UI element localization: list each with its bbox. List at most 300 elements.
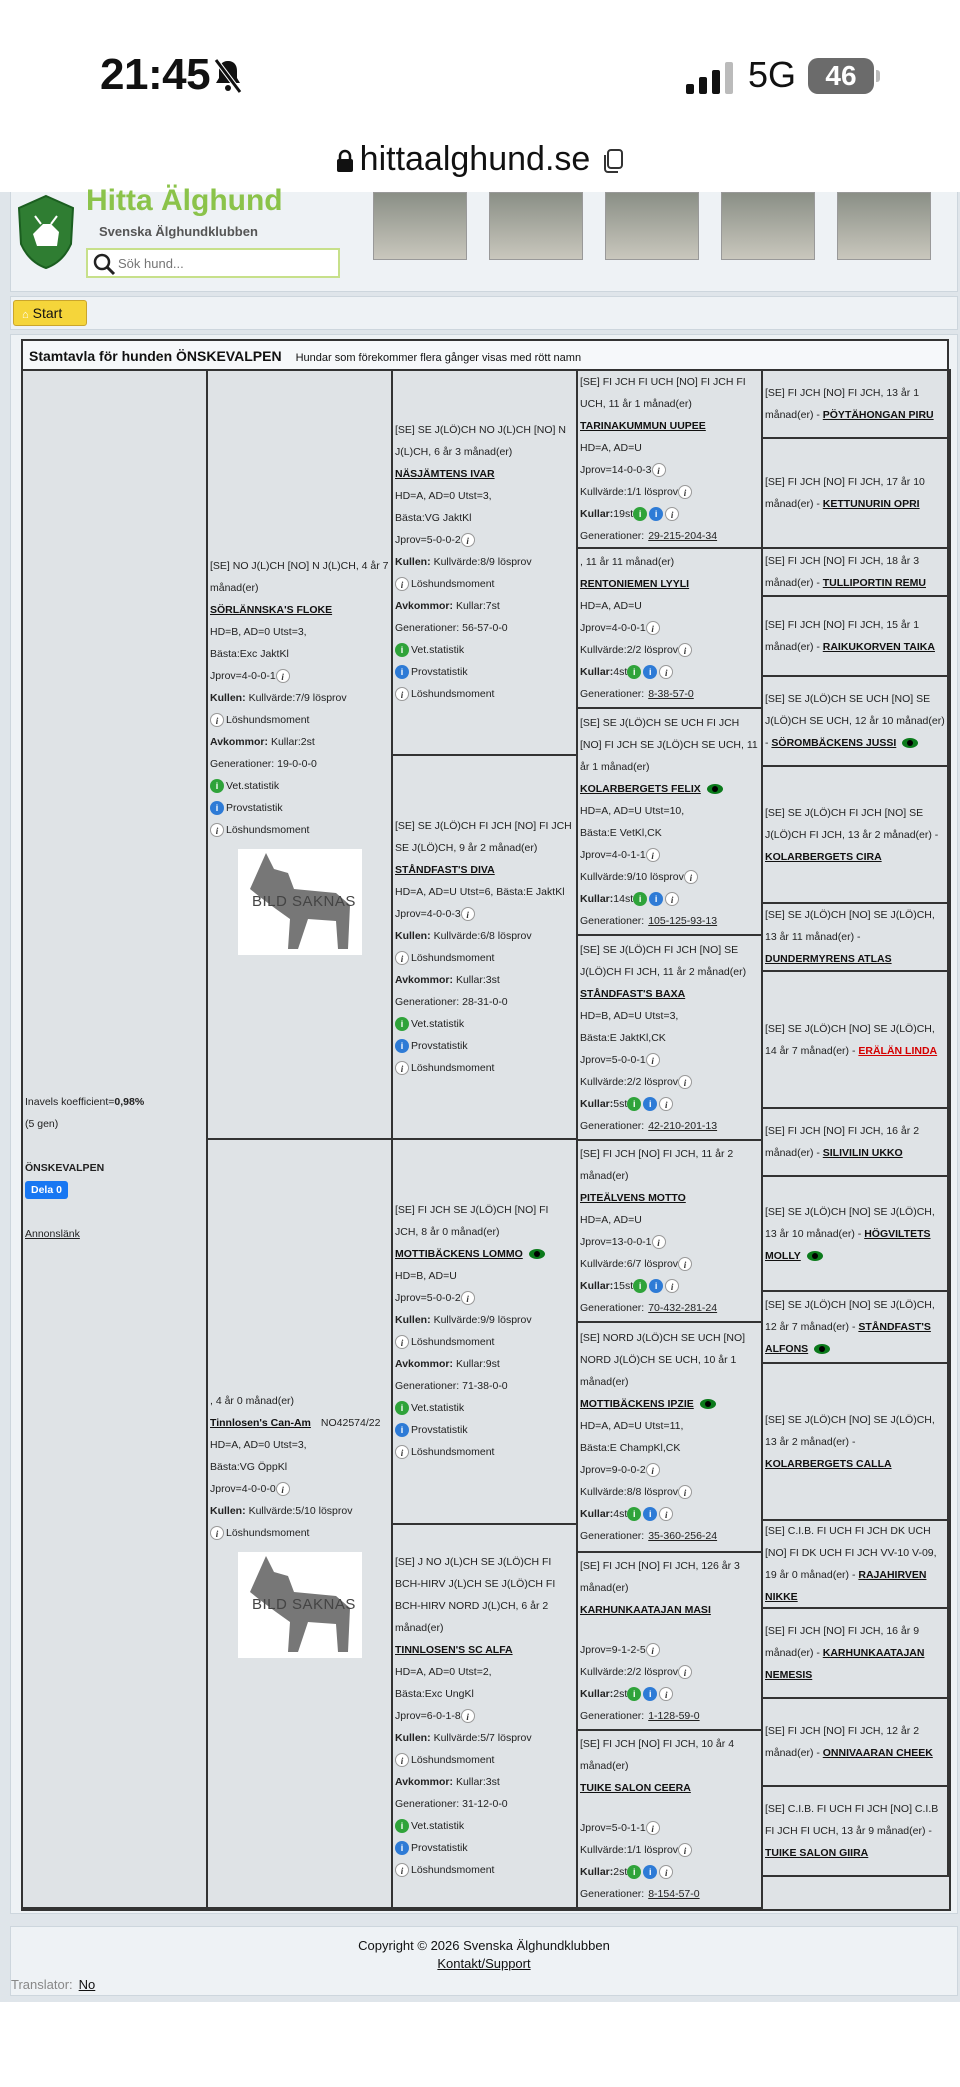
- spacer: [25, 1135, 208, 1157]
- vet-stat-link[interactable]: i Vet.statistik: [210, 775, 389, 797]
- spacer: [580, 1621, 759, 1639]
- dog-titles: [SE] SE J(LÖ)CH NO J(L)CH [NO] N J(L)CH, 6 år 3 månad(er): [395, 424, 566, 459]
- info-icon[interactable]: i: [646, 621, 660, 635]
- ancestor-entry: [SE] SE J(LÖ)CH [NO] SE J(LÖ)CH, 13 år 11 månad(er) - DUNDERMYRENS ATLAS: [765, 909, 935, 965]
- page: [0, 184, 960, 2002]
- info-icon[interactable]: i: [395, 1753, 409, 1767]
- pedigree-generation-1: [208, 371, 393, 1909]
- hd-line: HD=A, AD=0 Utst=3,: [395, 490, 492, 503]
- pedigree-title-bar: [21, 339, 949, 369]
- dog-photo-4[interactable]: [721, 192, 815, 260]
- dog-name-link[interactable]: STÅNDFAST'S DIVA: [395, 863, 495, 876]
- missing-image: [238, 1552, 362, 1658]
- info-icon[interactable]: i: [210, 1526, 224, 1540]
- translator-link[interactable]: No: [78, 1977, 96, 1992]
- test-stat-icon[interactable]: i: [649, 892, 663, 906]
- ancestor-entry: [SE] FI JCH [NO] FI JCH, 13 år 1 månad(er) - PÖYTÄHONGAN PIRU: [765, 387, 934, 421]
- test-stat-icon[interactable]: i: [649, 1279, 663, 1293]
- offspring-line: Avkommor: Kullar:3st: [395, 1775, 500, 1788]
- dog-name-link[interactable]: MOTTIBÄCKENS LOMMO: [395, 1243, 574, 1265]
- generations-line: Generationer: 71-38-0-0: [395, 1380, 508, 1393]
- test-stat-icon[interactable]: i: [643, 1097, 657, 1111]
- info-icon[interactable]: i: [665, 507, 679, 521]
- vet-stat-link[interactable]: i Vet.statistik: [395, 1013, 574, 1035]
- great-grandparent-cell: [578, 549, 763, 709]
- dog-name-link[interactable]: TULLIPORTIN REMU: [822, 577, 927, 589]
- pedigree-generation-0: [23, 371, 208, 1909]
- ancestor-entry: [SE] SE J(LÖ)CH [NO] SE J(LÖ)CH, 12 år 7 månad(er) - STÅNDFAST'S ALFONS: [765, 1299, 935, 1355]
- proband-info: [23, 1091, 208, 1245]
- info-icon[interactable]: i: [659, 1865, 673, 1879]
- info-icon[interactable]: i: [395, 577, 409, 591]
- club-logo-icon[interactable]: [15, 194, 77, 270]
- ancestor-cell: [763, 1292, 949, 1364]
- ancestor-cell: [763, 1521, 949, 1609]
- grandparent-cell: [393, 371, 578, 756]
- spacer: [25, 1201, 208, 1223]
- great-grandparent-cell: [578, 1553, 763, 1731]
- pedigree-generation-2: [393, 371, 578, 1909]
- info-icon[interactable]: i: [210, 713, 224, 727]
- copyright: Copyright © 2026 Svenska Älghundklubben: [358, 1938, 610, 1953]
- grandparent-cell: [393, 1525, 578, 1910]
- best-line: Bästa:E ChampKl,CK: [580, 1442, 681, 1454]
- generations-line: Generationer: 8-154-57-0: [580, 1888, 700, 1900]
- network-type: 5G: [748, 54, 797, 95]
- ancestor-entry: [SE] FI JCH [NO] FI JCH, 17 år 10 månad(er) - KETTUNURIN OPRI: [765, 476, 925, 510]
- info-icon[interactable]: i: [678, 1665, 692, 1679]
- dog-photo-2[interactable]: [489, 192, 583, 260]
- great-grandparent-cell: [578, 709, 763, 936]
- dog-titles: [SE] FI JCH [NO] FI JCH, 10 år 4 månad(er): [580, 1738, 735, 1772]
- dog-name-link[interactable]: MOTTIBÄCKENS IPZIE: [580, 1393, 759, 1415]
- jprov-line: Jprov=5-0-1-1 i: [580, 1817, 759, 1839]
- dog-name-link[interactable]: TARINAKUMMUN UUPEE: [580, 420, 706, 432]
- jprov-line: Jprov=5-0-0-2 i: [395, 529, 574, 551]
- info-icon[interactable]: i: [646, 848, 660, 862]
- loose-dog-link[interactable]: i Löshundsmoment: [210, 1522, 389, 1544]
- vet-stat-icon[interactable]: i: [633, 892, 647, 906]
- loose-dog-link[interactable]: i Löshundsmoment: [395, 1441, 574, 1463]
- dog-photo-3[interactable]: [605, 192, 699, 260]
- info-icon[interactable]: i: [646, 1053, 660, 1067]
- kullen-line: Kullen: Kullvärde:9/9 lösprov: [395, 1314, 532, 1327]
- dog-name-link[interactable]: HÖGVILTETS MOLLY: [765, 1227, 931, 1262]
- clock: 21:45: [100, 50, 211, 99]
- litters-line: Kullar:5st i i i: [580, 1093, 759, 1115]
- info-icon[interactable]: i: [684, 870, 698, 884]
- dog-name-link[interactable]: SILIVILIN UKKO: [822, 1147, 903, 1159]
- dog-titles: [SE] SE J(LÖ)CH FI JCH [NO] FI JCH SE J(LÖ)CH, 9 år 2 månad(er): [395, 819, 572, 854]
- vet-stat-icon[interactable]: i: [395, 1401, 409, 1415]
- test-stat-link[interactable]: i Provstatistik: [395, 1419, 574, 1441]
- loose-dog-link[interactable]: i Löshundsmoment: [395, 1057, 574, 1079]
- generations-line: Generationer: 42-210-201-13: [580, 1119, 718, 1132]
- hd-line: HD=B, AD=0 Utst=3,: [210, 625, 307, 638]
- info-icon[interactable]: i: [395, 1335, 409, 1349]
- loose-dog-link[interactable]: i Löshundsmoment: [395, 573, 574, 595]
- vet-stat-icon[interactable]: i: [627, 665, 641, 679]
- kullen-line: Kullvärde:1/1 lösprov i: [580, 481, 759, 503]
- start-button[interactable]: ⌂ Start: [13, 300, 87, 326]
- dog-name-link[interactable]: KARHUNKAATAJAN NEMESIS: [765, 1647, 925, 1681]
- ancestor-entry: [SE] FI JCH [NO] FI JCH, 15 år 1 månad(er) - RAIKUKORVEN TAIKA: [765, 619, 935, 653]
- site-header: [10, 184, 958, 292]
- footer: [10, 1926, 958, 1996]
- generations-line: Generationer: 35-360-256-24: [580, 1530, 718, 1542]
- jprov-line: Jprov=5-0-0-2 i: [395, 1287, 574, 1309]
- eye-icon: [807, 1251, 823, 1261]
- best-line: Bästa:E JaktKl,CK: [580, 1031, 666, 1044]
- ancestor-cell: [763, 1364, 949, 1521]
- loose-dog-link[interactable]: i Löshundsmoment: [210, 819, 389, 841]
- info-icon[interactable]: i: [659, 1687, 673, 1701]
- info-icon[interactable]: i: [210, 823, 224, 837]
- ancestor-entry: [SE] C.I.B. FI UCH FI JCH [NO] C.I.B FI JCH FI UCH, 13 år 9 månad(er) - TUIKE SALON GIIRA: [765, 1803, 939, 1859]
- test-stat-icon[interactable]: i: [643, 1687, 657, 1701]
- great-grandparent-cell: [578, 1323, 763, 1553]
- dog-titles: [SE] J NO J(L)CH SE J(LÖ)CH FI BCH-HIRV J(L)CH SE J(LÖ)CH FI BCH-HIRV NORD J(L)CH, 6 år 2 månad(er): [395, 1555, 556, 1634]
- dog-titles: [SE] NORD J(LÖ)CH SE UCH [NO] NORD J(LÖ)CH SE UCH, 10 år 1 månad(er): [580, 1332, 746, 1388]
- test-stat-icon[interactable]: i: [395, 1039, 409, 1053]
- no-image-label: BILD SAKNAS: [252, 892, 356, 910]
- spacer: [580, 1799, 759, 1817]
- ancestor-cell: [763, 767, 949, 904]
- loose-dog-link[interactable]: i Löshundsmoment: [395, 1749, 574, 1771]
- generations-line: Generationer: 70-432-281-24: [580, 1302, 718, 1314]
- test-stat-icon[interactable]: i: [643, 1865, 657, 1879]
- dog-titles: [SE] FI JCH [NO] FI JCH, 11 år 2 månad(er): [580, 1148, 734, 1182]
- vet-stat-icon[interactable]: i: [395, 1819, 409, 1833]
- generations-line: Generationer: 19-0-0-0: [210, 757, 317, 770]
- info-icon[interactable]: i: [678, 1075, 692, 1089]
- ancestor-entry: [SE] SE J(LÖ)CH SE UCH [NO] SE J(LÖ)CH SE UCH, 12 år 10 månad(er) - SÖROMBÄCKENS JUSSI: [765, 693, 945, 749]
- home-icon: ⌂: [22, 309, 29, 321]
- ancestor-entry: [SE] FI JCH [NO] FI JCH, 16 år 9 månad(er) - KARHUNKAATAJAN NEMESIS: [765, 1625, 925, 1681]
- test-stat-icon[interactable]: i: [395, 665, 409, 679]
- ancestor-cell: [763, 549, 949, 597]
- offspring-line: Avkommor: Kullar:3st: [395, 973, 500, 986]
- jprov-line: Jprov=5-0-0-1 i: [580, 1049, 759, 1071]
- eye-icon: [814, 1344, 830, 1354]
- info-icon[interactable]: i: [652, 463, 666, 477]
- test-stat-icon[interactable]: i: [643, 1507, 657, 1521]
- inbreeding: Inavels koefficient=0,98%: [25, 1096, 145, 1108]
- info-icon[interactable]: i: [678, 485, 692, 499]
- info-icon[interactable]: i: [659, 1507, 673, 1521]
- dog-name-link[interactable]: PÖYTÄHONGAN PIRU: [822, 409, 934, 421]
- pedigree-grid: [21, 369, 951, 1911]
- jprov-line: Jprov=9-0-0-2 i: [580, 1459, 759, 1481]
- vet-stat-link[interactable]: i Vet.statistik: [395, 639, 574, 661]
- loose-dog-link[interactable]: i Löshundsmoment: [395, 683, 574, 705]
- kullen-line: Kullvärde:2/2 lösprov i: [580, 639, 759, 661]
- kullen-line: Kullen: Kullvärde:7/9 lösprov: [210, 691, 347, 704]
- hd-line: HD=A, AD=0 Utst=2,: [395, 1665, 492, 1678]
- battery-icon: 46: [808, 58, 874, 94]
- dog-photo-1[interactable]: [373, 192, 467, 260]
- dog-name-link[interactable]: ONNIVAARAN CHEEK: [822, 1747, 933, 1759]
- best-line: Bästa:Exc JaktKl: [210, 647, 289, 660]
- ancestor-cell: [763, 1699, 949, 1787]
- litters-line: Kullar:2st i i i: [580, 1861, 759, 1883]
- ancestor-cell: [763, 439, 949, 549]
- search-icon: [92, 252, 116, 276]
- generations-line: Generationer: 56-57-0-0: [395, 622, 508, 635]
- dog-name-link[interactable]: TINNLOSEN'S SC ALFA: [395, 1643, 513, 1656]
- dog-titles: [SE] SE J(LÖ)CH SE UCH FI JCH [NO] FI JCH SE J(LÖ)CH SE UCH, 11 år 1 månad(er): [580, 716, 758, 773]
- dog-name-link[interactable]: Tinnlosen's Can-Am NO42574/22: [210, 1416, 381, 1429]
- search-box[interactable]: [86, 248, 340, 278]
- kullen-line: Kullvärde:8/8 lösprov i: [580, 1481, 759, 1503]
- dog-titles: [SE] SE J(LÖ)CH FI JCH [NO] SE J(LÖ)CH FI JCH, 11 år 2 månad(er): [580, 943, 747, 978]
- offspring-line: Avkommor: Kullar:2st: [210, 735, 315, 748]
- ancestor-cell: [763, 1787, 949, 1877]
- ancestor-cell: [763, 677, 949, 767]
- great-grandparent-cell: [578, 936, 763, 1141]
- dog-titles: [SE] NO J(L)CH [NO] N J(L)CH, 4 år 7 månad(er): [210, 559, 389, 594]
- missing-image: [238, 849, 362, 955]
- hd-line: HD=A, AD=U: [580, 1214, 642, 1226]
- pedigree-generation-4: [763, 371, 949, 1909]
- vet-stat-icon[interactable]: i: [395, 1017, 409, 1031]
- jprov-line: Jprov=4-0-1-1 i: [580, 844, 759, 866]
- pedigree-generation-3: [578, 371, 763, 1909]
- info-icon[interactable]: i: [395, 687, 409, 701]
- great-grandparent-cell: [578, 371, 763, 549]
- status-bar: [0, 0, 960, 150]
- ancestor-cell: [763, 371, 949, 439]
- dog-name-link[interactable]: STÅNDFAST'S BAXA: [580, 987, 686, 1000]
- info-icon[interactable]: i: [461, 533, 475, 547]
- info-icon[interactable]: i: [652, 1235, 666, 1249]
- dog-name-link[interactable]: KARHUNKAATAJAN MASI: [580, 1604, 711, 1616]
- copy-icon[interactable]: [602, 148, 624, 174]
- test-stat-link[interactable]: i Provstatistik: [395, 1837, 574, 1859]
- info-icon[interactable]: i: [646, 1821, 660, 1835]
- dog-name-link[interactable]: RAJAHIRVEN NIKKE: [765, 1569, 927, 1603]
- best-line: Bästa:Exc UngKl: [395, 1687, 474, 1700]
- vet-stat-icon[interactable]: i: [627, 1097, 641, 1111]
- info-icon[interactable]: i: [665, 892, 679, 906]
- info-icon[interactable]: i: [678, 1843, 692, 1857]
- hd-line: HD=A, AD=U Utst=6, Bästa:E JaktKl: [395, 885, 565, 898]
- hd-line: HD=A, AD=U: [580, 600, 642, 612]
- info-icon[interactable]: i: [646, 1463, 660, 1477]
- dog-name-link[interactable]: KETTUNURIN OPRI: [822, 498, 920, 510]
- info-icon[interactable]: i: [678, 1485, 692, 1499]
- contact-link[interactable]: Kontakt/Support: [437, 1956, 531, 1971]
- ancestor-entry: [SE] SE J(LÖ)CH FI JCH [NO] SE J(LÖ)CH FI JCH, 13 år 2 månad(er) - KOLARBERGETS CIRA: [765, 806, 939, 863]
- ancestor-entry: [SE] FI JCH [NO] FI JCH, 18 år 3 månad(er) - TULLIPORTIN REMU: [765, 555, 927, 589]
- info-icon[interactable]: i: [395, 1061, 409, 1075]
- test-stat-icon[interactable]: i: [643, 665, 657, 679]
- proband-cell: [23, 371, 208, 1909]
- ancestor-entry: [SE] SE J(LÖ)CH [NO] SE J(LÖ)CH, 14 år 7 månad(er) - ERÄLÄN LINDA: [765, 1022, 938, 1057]
- ancestor-entry: [SE] FI JCH [NO] FI JCH, 16 år 2 månad(er) - SILIVILIN UKKO: [765, 1125, 920, 1159]
- vet-stat-icon[interactable]: i: [633, 1279, 647, 1293]
- registration-number: NO42574/22: [320, 1416, 381, 1429]
- hd-line: HD=A, AD=U Utst=11,: [580, 1420, 684, 1432]
- hd-line: HD=B, AD=U: [395, 1270, 457, 1283]
- signal-icon: [686, 62, 734, 94]
- litters-line: Kullar:4st i i i: [580, 661, 759, 683]
- vet-stat-icon[interactable]: i: [627, 1865, 641, 1879]
- site-title[interactable]: Hitta Älghund: [86, 184, 283, 217]
- pedigree-title: Stamtavla för hunden ÖNSKEVALPEN: [29, 348, 282, 364]
- vet-stat-icon[interactable]: i: [627, 1687, 641, 1701]
- jprov-line: Jprov=4-0-0-3 i: [395, 903, 574, 925]
- jprov-line: Jprov=4-0-0-1 i: [210, 665, 389, 687]
- test-stat-icon[interactable]: i: [649, 507, 663, 521]
- hd-line: HD=A, AD=U Utst=10,: [580, 804, 685, 817]
- dog-titles: , 11 år 11 månad(er): [580, 556, 675, 568]
- litters-line: Kullar:15st i i i: [580, 1275, 759, 1297]
- facebook-share: [25, 1179, 208, 1201]
- test-stat-link[interactable]: i Provstatistik: [395, 1035, 574, 1057]
- info-icon[interactable]: i: [276, 1482, 290, 1496]
- info-icon[interactable]: i: [678, 1257, 692, 1271]
- dog-titles: [SE] FI JCH FI UCH [NO] FI JCH FI UCH, 11 år 1 månad(er): [580, 376, 746, 410]
- kullen-line: Kullvärde:2/2 lösprov i: [580, 1071, 759, 1093]
- info-icon[interactable]: i: [461, 1291, 475, 1305]
- best-line: Bästa:VG JaktKl: [395, 512, 472, 525]
- kullen-line: Kullvärde:9/10 lösprov i: [580, 866, 759, 888]
- dog-name-link[interactable]: KOLARBERGETS CALLA: [765, 1457, 892, 1470]
- vet-stat-icon[interactable]: i: [210, 779, 224, 793]
- loose-dog-link[interactable]: i Löshundsmoment: [395, 1331, 574, 1353]
- hd-line: HD=A, AD=0 Utst=3,: [210, 1438, 307, 1451]
- ancestor-cell: [763, 597, 949, 677]
- info-icon[interactable]: i: [678, 643, 692, 657]
- info-icon[interactable]: i: [461, 907, 475, 921]
- nav-bar: [10, 296, 958, 330]
- litters-line: Kullar:2st i i i: [580, 1683, 759, 1705]
- vet-stat-link[interactable]: i Vet.statistik: [395, 1397, 574, 1419]
- loose-dog-link[interactable]: i Löshundsmoment: [210, 709, 389, 731]
- offspring-line: Avkommor: Kullar:7st: [395, 600, 500, 613]
- ancestor-entry: [SE] SE J(LÖ)CH [NO] SE J(LÖ)CH, 13 år 10 månad(er) - HÖGVILTETS MOLLY: [765, 1205, 935, 1262]
- great-grandparent-cell: [578, 1141, 763, 1323]
- vet-stat-icon[interactable]: i: [633, 507, 647, 521]
- info-icon[interactable]: i: [395, 951, 409, 965]
- no-image-label: BILD SAKNAS: [252, 1595, 356, 1613]
- info-icon[interactable]: i: [659, 665, 673, 679]
- ancestor-entry: [SE] C.I.B. FI UCH FI JCH DK UCH [NO] FI DK UCH FI JCH VV-10 V-09, 19 år 0 månad(er) - RAJAHIRVEN NIKKE: [765, 1525, 937, 1603]
- kullen-line: Kullvärde:6/7 lösprov i: [580, 1253, 759, 1275]
- jprov-line: Jprov=14-0-0-3 i: [580, 459, 759, 481]
- dog-name-link[interactable]: KOLARBERGETS CIRA: [765, 850, 882, 863]
- eye-icon: [902, 738, 918, 748]
- pedigree-subtitle: Hundar som förekommer flera gånger visas med rött namn: [295, 352, 582, 364]
- info-icon[interactable]: i: [665, 1279, 679, 1293]
- offspring-line: Avkommor: Kullar:9st: [395, 1358, 500, 1371]
- test-stat-icon[interactable]: i: [395, 1423, 409, 1437]
- dog-name-link[interactable]: DUNDERMYRENS ATLAS: [765, 953, 892, 965]
- info-icon[interactable]: i: [646, 1643, 660, 1657]
- pedigree-panel: [10, 334, 958, 1914]
- info-icon[interactable]: i: [461, 1709, 475, 1723]
- generations-line: Generationer: 1-128-59-0: [580, 1710, 700, 1722]
- dog-name-link[interactable]: ERÄLÄN LINDA: [858, 1044, 938, 1057]
- parent-cell-sire: [208, 371, 393, 1140]
- vet-stat-icon[interactable]: i: [395, 643, 409, 657]
- info-icon[interactable]: i: [276, 669, 290, 683]
- dog-photo-5[interactable]: [837, 192, 931, 260]
- dog-name-link[interactable]: RENTONIEMEN LYYLI: [580, 578, 690, 590]
- dog-name-link[interactable]: SÖRLÄNNSKA'S FLOKE: [210, 603, 333, 616]
- kullen-line: Kullen: Kullvärde:6/8 lösprov: [395, 929, 532, 942]
- search-input[interactable]: [118, 253, 328, 273]
- dog-name-link[interactable]: SÖROMBÄCKENS JUSSI: [771, 737, 897, 749]
- loose-dog-link[interactable]: i Löshundsmoment: [395, 947, 574, 969]
- dog-name-link[interactable]: RAIKUKORVEN TAIKA: [822, 641, 935, 653]
- facebook-share-button[interactable]: Dela 0: [25, 1181, 68, 1199]
- ancestor-entry: [SE] FI JCH [NO] FI JCH, 12 år 2 månad(er) - ONNIVAARAN CHEEK: [765, 1725, 933, 1759]
- kullen-line: Kullvärde:1/1 lösprov i: [580, 1839, 759, 1861]
- dog-titles: [SE] FI JCH SE J(LÖ)CH [NO] FI JCH, 8 år 0 månad(er): [395, 1204, 549, 1239]
- litters-line: Kullar:4st i i i: [580, 1503, 759, 1525]
- info-icon[interactable]: i: [395, 1445, 409, 1459]
- test-stat-icon[interactable]: i: [210, 801, 224, 815]
- ancestor-cell: [763, 904, 949, 972]
- eye-icon: [707, 784, 723, 794]
- eye-icon: [700, 1399, 716, 1409]
- dog-name-link[interactable]: TUIKE SALON CEERA: [580, 1782, 691, 1794]
- test-stat-link[interactable]: i Provstatistik: [210, 797, 389, 819]
- loose-dog-link[interactable]: i Löshundsmoment: [395, 1859, 574, 1881]
- litters-line: Kullar:14st i i i: [580, 888, 759, 910]
- jprov-line: Jprov=4-0-0-1 i: [580, 617, 759, 639]
- best-line: Bästa:VG ÖppKl: [210, 1460, 288, 1473]
- kullen-line: Kullen: Kullvärde:8/9 lösprov: [395, 556, 532, 569]
- lock-icon: [336, 149, 354, 173]
- test-stat-icon[interactable]: i: [395, 1841, 409, 1855]
- bell-muted-icon: [212, 58, 244, 94]
- generations-line: Generationer: 29-215-204-34: [580, 530, 718, 542]
- ancestor-cell: [763, 972, 949, 1109]
- kullen-line: Kullen: Kullvärde:5/10 lösprov: [210, 1504, 353, 1517]
- generations-line: Generationer: 31-12-0-0: [395, 1797, 508, 1810]
- dog-name-link[interactable]: KOLARBERGETS FELIX: [580, 778, 759, 800]
- hd-line: HD=B, AD=U Utst=3,: [580, 1009, 679, 1022]
- dog-name-link[interactable]: PITEÄLVENS MOTTO: [580, 1192, 686, 1204]
- dog-name-link[interactable]: STÅNDFAST'S ALFONS: [765, 1321, 931, 1355]
- proband-name: ÖNSKEVALPEN: [25, 1162, 105, 1174]
- jprov-line: Jprov=6-0-1-8 i: [395, 1705, 574, 1727]
- dog-titles: , 4 år 0 månad(er): [210, 1394, 295, 1407]
- ad-link[interactable]: Annonslänk: [25, 1228, 80, 1240]
- vet-stat-icon[interactable]: i: [627, 1507, 641, 1521]
- generations-line: Generationer: 28-31-0-0: [395, 995, 508, 1008]
- ancestor-cell: [763, 1109, 949, 1177]
- ancestor-entry: [SE] SE J(LÖ)CH [NO] SE J(LÖ)CH, 13 år 2 månad(er) - KOLARBERGETS CALLA: [765, 1413, 935, 1470]
- test-stat-link[interactable]: i Provstatistik: [395, 661, 574, 683]
- generations-count: (5 gen): [25, 1118, 59, 1130]
- ancestor-cell: [763, 1609, 949, 1699]
- grandparent-cell: [393, 1140, 578, 1525]
- info-icon[interactable]: i: [395, 1863, 409, 1877]
- info-icon[interactable]: i: [659, 1097, 673, 1111]
- url-text: hittaalghund.se: [359, 140, 591, 178]
- vet-stat-link[interactable]: i Vet.statistik: [395, 1815, 574, 1837]
- generations-line: Generationer: 8-38-57-0: [580, 688, 694, 700]
- great-grandparent-cell: [578, 1731, 763, 1909]
- generations-line: Generationer: 105-125-93-13: [580, 914, 718, 927]
- dog-name-link[interactable]: NÄSJÄMTENS IVAR: [395, 468, 495, 481]
- dog-titles: [SE] FI JCH [NO] FI JCH, 126 år 3 månad(er): [580, 1560, 740, 1594]
- dog-name-link[interactable]: TUIKE SALON GIIRA: [765, 1847, 869, 1859]
